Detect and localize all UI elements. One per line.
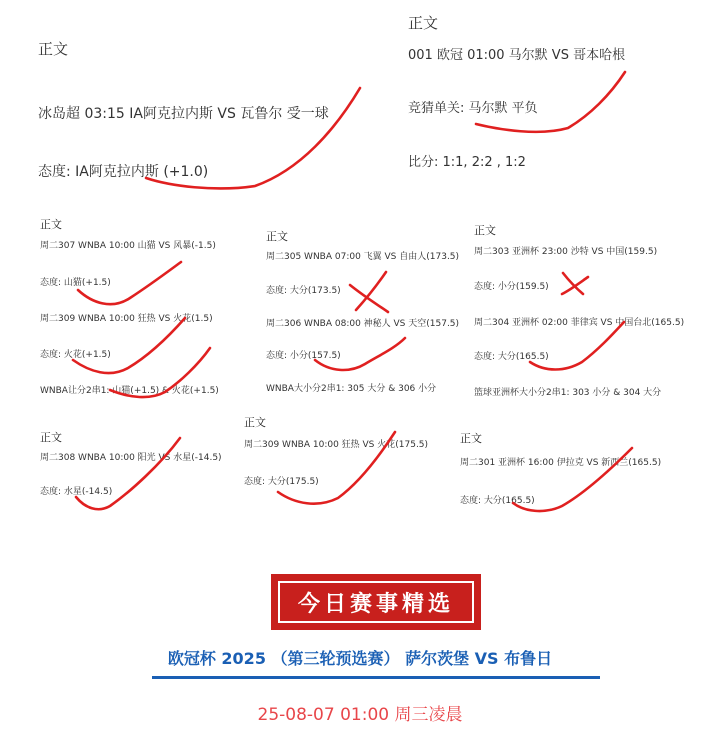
featured-match-title: 欧冠杯 2025 （第三轮预选赛） 萨尔茨堡 VS 布鲁日 [167,649,553,668]
card-b-parlay: WNBA大小分2串1: 305 大分 & 306 小分 [266,384,437,394]
card-a-line2: 周二309 WNBA 10:00 狂热 VS 火花(1.5) [40,314,213,324]
card-f-heading: 正文 [460,432,482,445]
card-f-attitude: 态度: 大分(165.5) [460,496,535,506]
card-a-line1: 周二307 WNBA 10:00 山猫 VS 风暴(-1.5) [40,241,216,251]
card-c-parlay: 篮球亚洲杯大小分2串1: 303 小分 & 304 大分 [474,388,662,398]
card-c-line1: 周二303 亚洲杯 23:00 沙特 VS 中国(159.5) [474,247,658,257]
card-c-heading: 正文 [474,224,496,237]
card-c-attitude1: 态度: 小分(159.5) [474,282,549,292]
card-b-line1: 周二305 WNBA 07:00 飞翼 VS 自由人(173.5) [266,252,460,262]
panel-right-match-line: 001 欧冠 01:00 马尔默 VS 哥本哈根 [408,48,626,63]
card-e-line1: 周二309 WNBA 10:00 狂热 VS 火花(175.5) [244,440,429,450]
featured-match-time: 25-08-07 01:00 周三凌晨 [257,705,463,725]
featured-match-divider [152,676,600,679]
cross-mark-card-c1-b [562,277,588,294]
panel-left-match-line: 冰岛超 03:15 IA阿克拉内斯 VS 瓦鲁尔 受一球 [38,106,329,122]
card-b-attitude1: 态度: 大分(173.5) [266,286,341,296]
card-e-attitude: 态度: 大分(175.5) [244,477,319,487]
panel-right-single-bet: 竞猜单关: 马尔默 平负 [408,101,538,116]
card-c-attitude2: 态度: 大分(165.5) [474,352,549,362]
cross-mark-card-b1-b [356,272,386,310]
card-e-heading: 正文 [244,416,266,429]
card-d-line1: 周二308 WNBA 10:00 阳光 VS 水星(-14.5) [40,453,222,463]
card-d-attitude: 态度: 水星(-14.5) [40,487,113,497]
card-a-heading: 正文 [40,218,62,231]
panel-left-heading: 正文 [38,40,69,58]
panel-right-score: 比分: 1:1, 2:2 , 1:2 [408,155,526,170]
promo-banner-text: 今日赛事精选 [278,581,474,623]
card-a-attitude1: 态度: 山猫(+1.5) [40,278,111,288]
card-c-line2: 周二304 亚洲杯 02:00 菲律宾 VS 中国台北(165.5) [474,318,685,328]
cross-mark-card-c1-a [563,273,583,294]
check-mark-card-d [76,438,180,509]
card-a-parlay: WNBA让分2串1: 山猫(+1.5) & 火花(+1.5) [40,386,219,396]
card-b-heading: 正文 [266,230,288,243]
check-mark-card-a2 [73,318,185,373]
card-b-line2: 周二306 WNBA 08:00 神秘人 VS 天空(157.5) [266,319,460,329]
promo-banner [271,574,481,630]
card-f-line1: 周二301 亚洲杯 16:00 伊拉克 VS 新西兰(165.5) [460,458,662,468]
check-mark-card-c2 [530,322,624,370]
cross-mark-card-b1-a [350,285,388,312]
card-a-attitude2: 态度: 火花(+1.5) [40,350,111,360]
panel-right-heading: 正文 [408,14,439,32]
card-b-attitude2: 态度: 小分(157.5) [266,351,341,361]
panel-left-attitude: 态度: IA阿克拉内斯 (+1.0) [38,164,209,180]
card-d-heading: 正文 [40,431,62,444]
